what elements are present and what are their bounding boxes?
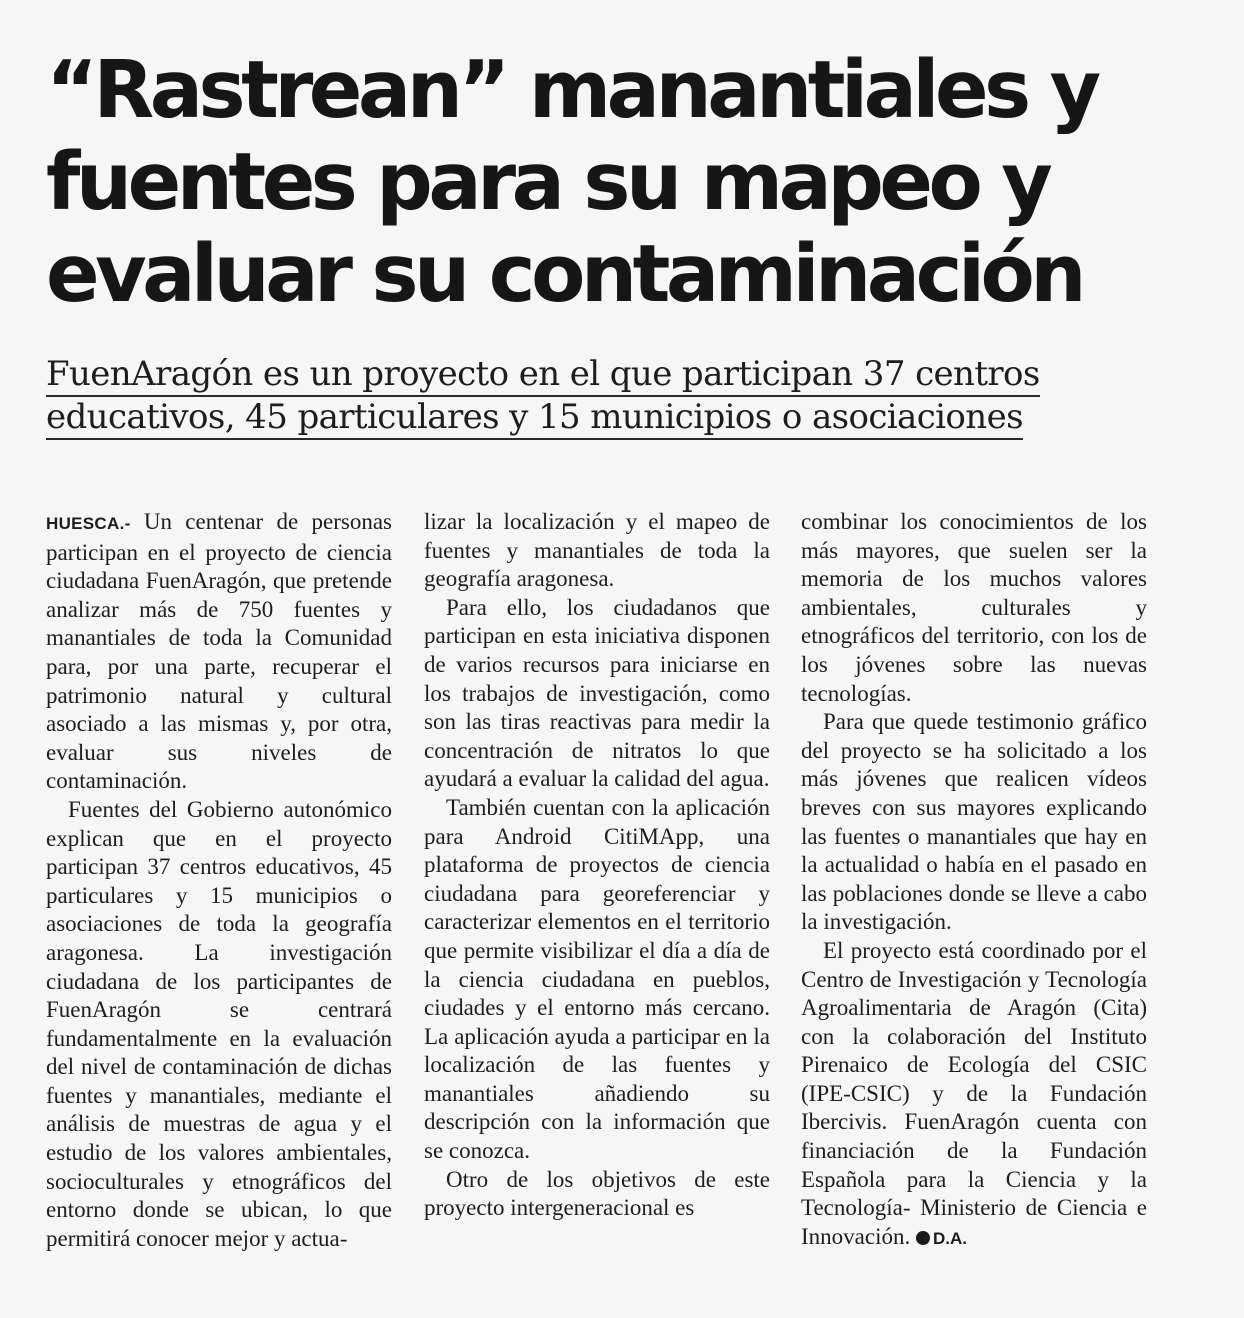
article-column-1	[46, 508, 392, 1253]
headline-line-2: fuentes para su mapeo y	[46, 136, 1049, 228]
article-paragraph: Otro de los objetivos de este proyecto intergeneracional es	[424, 1166, 770, 1221]
article-paragraph: Fuentes del Gobierno autonómico explican que en el proyecto participan 37 centros educativos, 45 particulares y 15 municipios o asociaciones de toda la geografía aragonesa. La investigación ciudadana de los participantes de FuenAragón se centrará fundamentalmente en la evaluación del nivel de contaminación de dichas fuentes y manantiales, mediante el análisis de muestras de agua y el estudio de los valores ambientales, socioculturales y etnográficos del entorno donde se ubican, lo que permitirá conocer mejor y actua-	[46, 796, 392, 1251]
article-paragraph: HUESCA.- Un centenar de personas participan en el proyecto de ciencia ciudadana FuenAragón, que pretende analizar más de 750 fuentes y manantiales de toda la Comunidad para, por una parte, recuperar el patrimonio natural y cultural asociado a las mismas y, por otra, evaluar sus niveles de contaminación.	[46, 509, 392, 794]
article-column-3	[801, 508, 1147, 1253]
subheadline-line-2: educativos, 45 particulares y 15 municipios o asociaciones	[46, 397, 1136, 440]
headline	[46, 44, 1206, 320]
article-paragraph: Para ello, los ciudadanos que participan en esta iniciativa disponen de varios recursos para iniciarse en los trabajos de investigación, como son las tiras reactivas para medir la concentración de nitratos lo que ayudará a evaluar la calidad del agua.	[424, 594, 770, 792]
subheadline	[46, 354, 1136, 440]
subheadline-line-1: FuenAragón es un proyecto en el que participan 37 centros	[46, 354, 1136, 397]
dateline: HUESCA.-	[46, 514, 131, 533]
article-column-2	[424, 508, 770, 1223]
article-paragraph: lizar la localización y el mapeo de fuentes y manantiales de toda la geografía aragonesa.	[424, 509, 770, 592]
headline-line-1: “Rastrean” manantiales y	[46, 44, 1097, 136]
article-body	[0, 508, 1244, 1298]
article-paragraph: combinar los conocimientos de los más mayores, que suelen ser la memoria de los muchos valores ambientales, culturales y etnográficos del territorio, con los de los jóvenes sobre las nuevas tecnologías.	[801, 509, 1147, 706]
headline-line-3: evaluar su contaminación	[46, 228, 1083, 320]
article-paragraph: El proyecto está coordinado por el Centro de Investigación y Tecnología Agroalimentaria de Aragón (Cita) con la colaboración del Instituto Pirenaico de Ecología del CSIC (IPE-CSIC) y de la Fundación Ibercivis. FuenAragón cuenta con financiación de la Fundación Española para la Ciencia y la Tecnología- Ministerio de Ciencia e Innovación. D.A.	[801, 937, 1147, 1249]
article-paragraph: Para que quede testimonio gráfico del proyecto se ha solicitado a los más jóvenes que realicen vídeos breves con sus mayores explicando las fuentes o manantiales que hay en la actualidad o había en el pasado en las poblaciones donde se lleve a cabo la investigación.	[801, 709, 1147, 935]
bullet-dot-icon	[916, 1231, 930, 1245]
author-signature: D.A.	[916, 1229, 967, 1248]
article-paragraph: También cuentan con la aplicación para Android CitiMApp, una plataforma de proyectos de ciencia ciudadana para georeferenciar y caracterizar elementos en el territorio que permite visibilizar el día a día de la ciencia ciudadana en pueblos, ciudades y el entorno más cercano. La aplicación ayuda a participar en la localización de las fuentes y manantiales añadiendo su descripción con la información que se conozca.	[424, 794, 770, 1164]
